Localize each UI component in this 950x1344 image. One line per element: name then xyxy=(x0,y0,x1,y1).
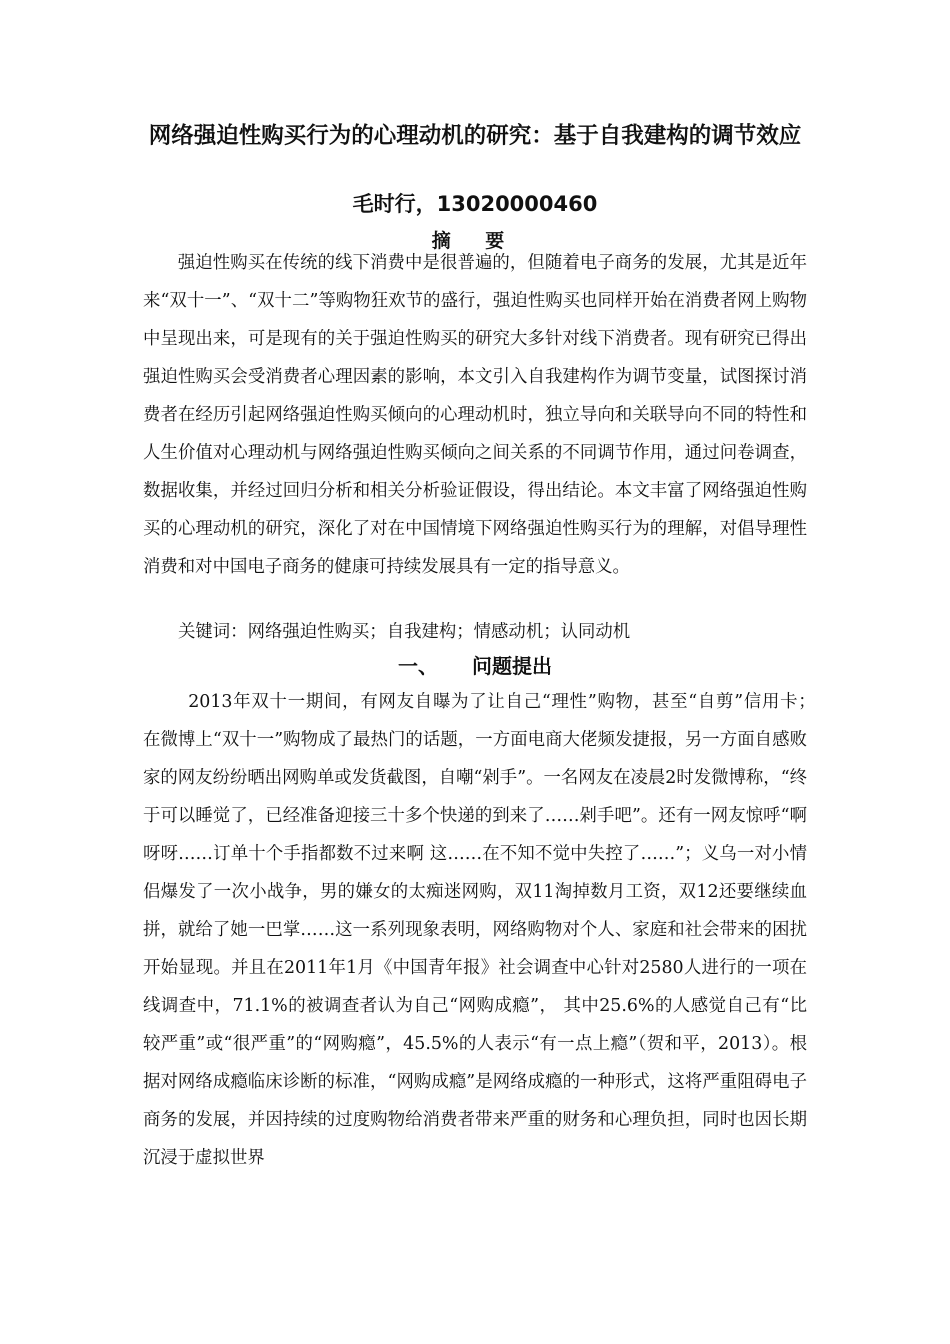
section-heading xyxy=(0,650,950,679)
abstract-body: 强迫性购买在传统的线下消费中是很普遍的，但随着电子商务的发展，尤其是近年来“双十一”、“双十二”等购物狂欢节的盛行，强迫性购买也同样开始在消费者网上购物中呈现出来，可是现有的关于强迫性购买的研究大多针对线下消费者。现有研究已得出强迫性购买会受消费者心理因素的影响，本文引入自我建构作为调节变量，试图探讨消费者在经历引起网络强迫性购买倾向的心理动机时，独立导向和关联导向不同的特性和人生价值对心理动机与网络强迫性购买倾向之间关系的不同调节作用，通过问卷调查，数据收集，并经过回归分析和相关分析验证假设，得出结论。本文丰富了网络强迫性购买的心理动机的研究，深化了对在中国情境下网络强迫性购买行为的理解，对倡导理性消费和对中国电子商务的健康可持续发展具有一定的指导意义。 xyxy=(143,253,807,577)
section-number: 一、 xyxy=(398,654,438,678)
paper-title: 网络强迫性购买行为的心理动机的研究：基于自我建构的调节效应 xyxy=(148,123,802,149)
author-line: 毛时行，13020000460 xyxy=(352,192,598,216)
section-title: 问题提出 xyxy=(472,654,552,678)
keywords-line: 关键词：网络强迫性购买；自我建构；情感动机；认同动机 xyxy=(178,622,631,642)
abstract-heading: 摘 要 xyxy=(431,230,519,252)
section-body: 2013年双十一期间，有网友自曝为了让自己“理性”购物，甚至“自剪”信用卡； 在微博上“双十一”购物成了最热门的话题，一方面电商大佬频发捷报，另一方面自感败家的网友纷纷晒出网购单或发货截图，自嘲“剁手”。一名网友在凌晨2时发微博称，“终于可以睡觉了，已经准备迎接三十多个快递的到来了……剁手吧”。还有一网友惊呼“啊呀呀……订单十个手指都数不过来啊 这……在不知不觉中失控了……”；义乌一对小情侣爆发了一次小战争，男的嫌女的太痴迷网购，双11淘掉数月工资，双12还要继续血拼，就给了她一巴掌……这一系列现象表明，网络购物对个人、家庭和社会带来的困扰开始显现。并且在2011年1月《中国青年报》社会调查中心针对2580人进行的一项在线调查中，71.1%的被调查者认为自己“网购成瘾”， 其中25.6%的人感觉自己有“比较严重”或“很严重”的“网购瘾”，45.5%的人表示“有一点上瘾”（贺和平，2013）。根据对网络成瘾临床诊断的标准，“网购成瘾”是网络成瘾的一种形式，这将严重阻碍电子商务的发展，并因持续的过度购物给消费者带来严重的财务和心理负担，同时也因长期沉浸于虚拟世界 xyxy=(143,692,825,1168)
